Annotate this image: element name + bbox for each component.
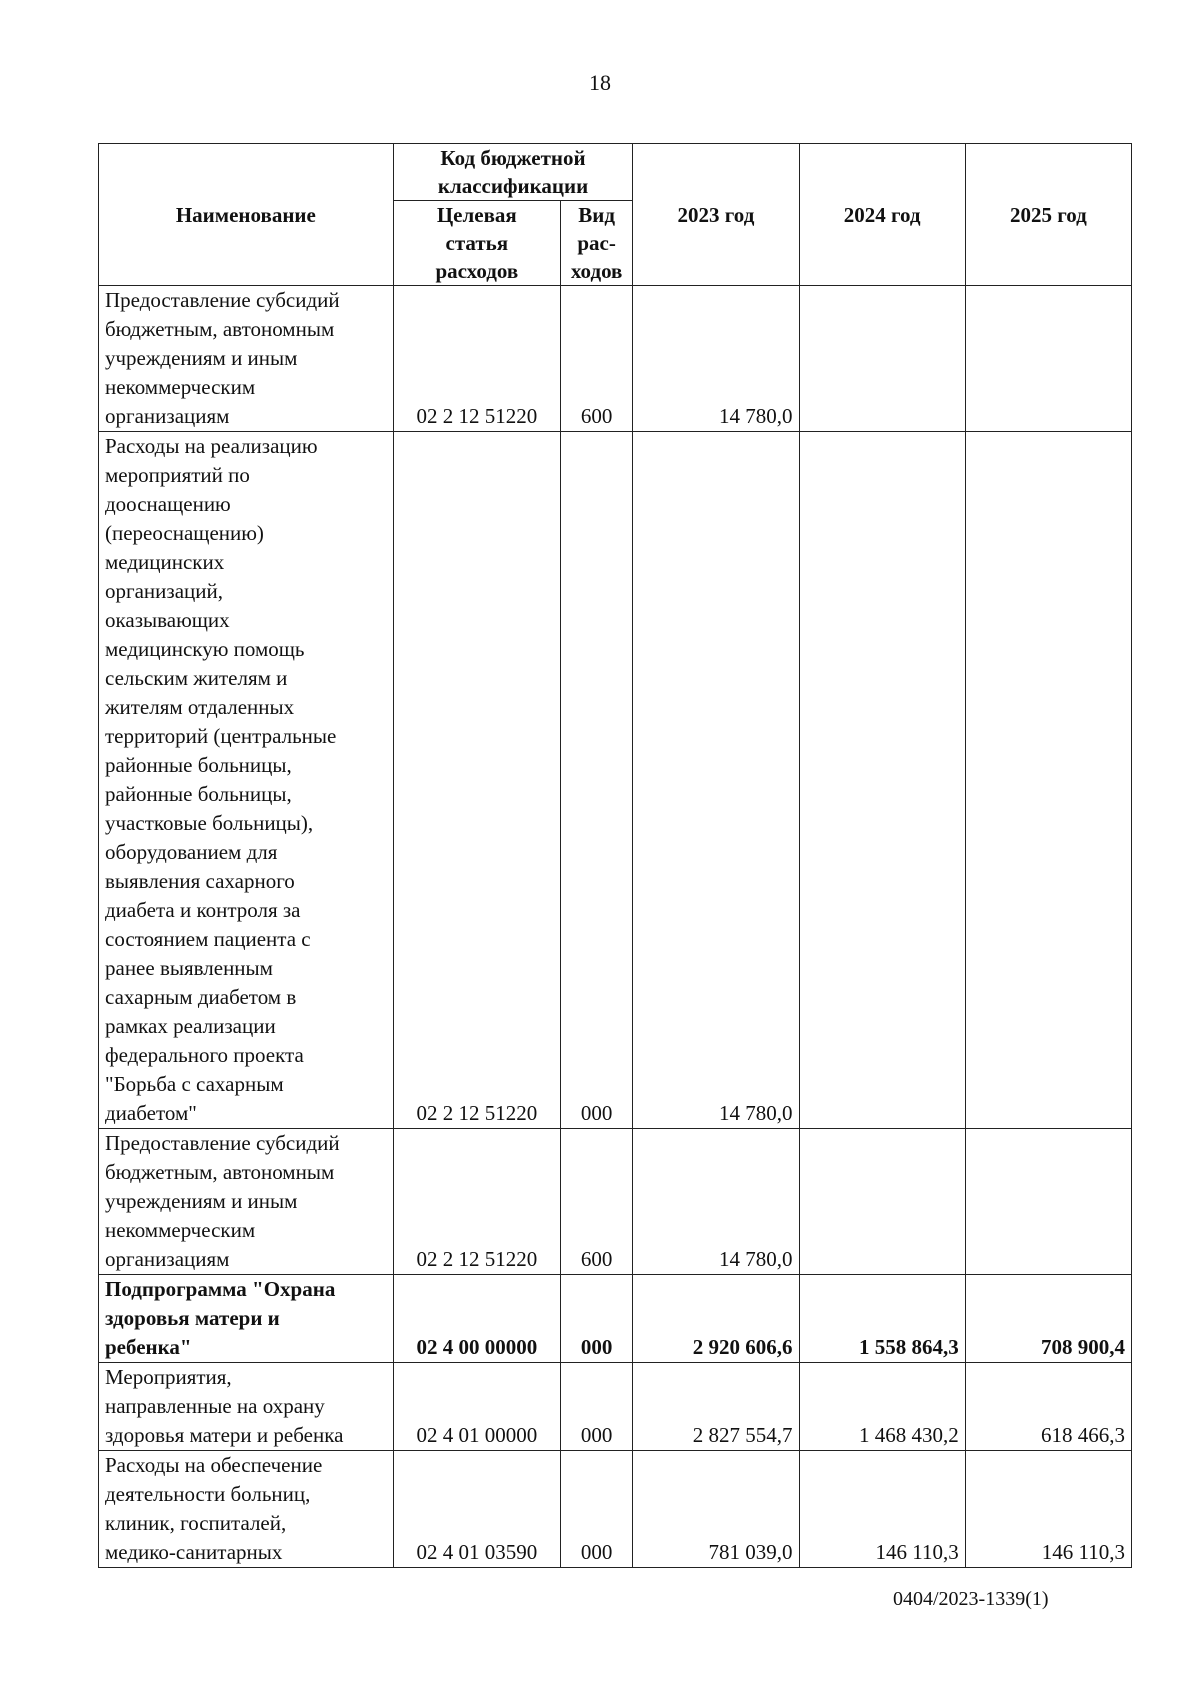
- row-expense-type: 000: [560, 1275, 632, 1363]
- row-expense-type: 600: [560, 286, 632, 432]
- row-target-article: 02 2 12 51220: [393, 1129, 560, 1275]
- row-2024: 146 110,3: [799, 1451, 965, 1568]
- header-year-2023: 2023 год: [633, 144, 799, 286]
- row-expense-type: 000: [560, 432, 632, 1129]
- row-target-article: 02 4 01 03590: [393, 1451, 560, 1568]
- header-target-article: Целевая статья расходов: [393, 201, 560, 286]
- row-2024: [799, 286, 965, 432]
- row-2025: [965, 1129, 1131, 1275]
- row-expense-type: 600: [560, 1129, 632, 1275]
- row-2023: 781 039,0: [633, 1451, 799, 1568]
- row-name: Расходы на реализацию мероприятий по дооснащению (переоснащению) медицинских организаций, оказывающих медицинскую помощь сельским жителям и жителям отдаленных территорий (центральные районные больницы, районные больницы, участковые больницы), оборудованием для выявления сахарного диабета и контроля за состоянием пациента с ранее выявленным сахарным диабетом в рамках реализации федерального проекта "Борьба с сахарным диабетом": [99, 432, 394, 1129]
- page-number: 18: [589, 70, 611, 95]
- header-row: [99, 144, 1132, 201]
- budget-table: [98, 143, 1132, 1568]
- table-row: [99, 432, 1132, 1129]
- table-row: [99, 286, 1132, 432]
- row-2025: 618 466,3: [965, 1363, 1131, 1451]
- row-name: Мероприятия, направленные на охрану здоровья матери и ребенка: [99, 1363, 394, 1451]
- header-year-2024: 2024 год: [799, 144, 965, 286]
- row-2025: 146 110,3: [965, 1451, 1131, 1568]
- table-row: [99, 1129, 1132, 1275]
- row-2025: 708 900,4: [965, 1275, 1131, 1363]
- header-budget-code: Код бюджетной классификации: [393, 144, 633, 201]
- header-year-2025: 2025 год: [965, 144, 1131, 286]
- header-expense-type: Вид рас- ходов: [560, 201, 632, 286]
- row-2023: 14 780,0: [633, 432, 799, 1129]
- row-name: Предоставление субсидий бюджетным, автономным учреждениям и иным некоммерческим организациям: [99, 286, 394, 432]
- row-2024: 1 468 430,2: [799, 1363, 965, 1451]
- row-target-article: 02 2 12 51220: [393, 432, 560, 1129]
- row-name: Предоставление субсидий бюджетным, автономным учреждениям и иным некоммерческим организациям: [99, 1129, 394, 1275]
- header-name: Наименование: [99, 144, 394, 286]
- table-row: [99, 1363, 1132, 1451]
- row-target-article: 02 2 12 51220: [393, 286, 560, 432]
- row-target-article: 02 4 00 00000: [393, 1275, 560, 1363]
- row-2024: [799, 1129, 965, 1275]
- row-2025: [965, 432, 1131, 1129]
- row-2025: [965, 286, 1131, 432]
- row-name: Подпрограмма "Охрана здоровья матери и ребенка": [99, 1275, 394, 1363]
- table-row: [99, 1451, 1132, 1568]
- row-2023: 2 920 606,6: [633, 1275, 799, 1363]
- row-target-article: 02 4 01 00000: [393, 1363, 560, 1451]
- table-row-subprogram: [99, 1275, 1132, 1363]
- row-2023: 14 780,0: [633, 1129, 799, 1275]
- row-expense-type: 000: [560, 1451, 632, 1568]
- row-2023: 14 780,0: [633, 286, 799, 432]
- row-2023: 2 827 554,7: [633, 1363, 799, 1451]
- row-expense-type: 000: [560, 1363, 632, 1451]
- row-2024: [799, 432, 965, 1129]
- row-2024: 1 558 864,3: [799, 1275, 965, 1363]
- row-name: Расходы на обеспечение деятельности больниц, клиник, госпиталей, медико-санитарных: [99, 1451, 394, 1568]
- document-code: 0404/2023-1339(1): [893, 1588, 1049, 1610]
